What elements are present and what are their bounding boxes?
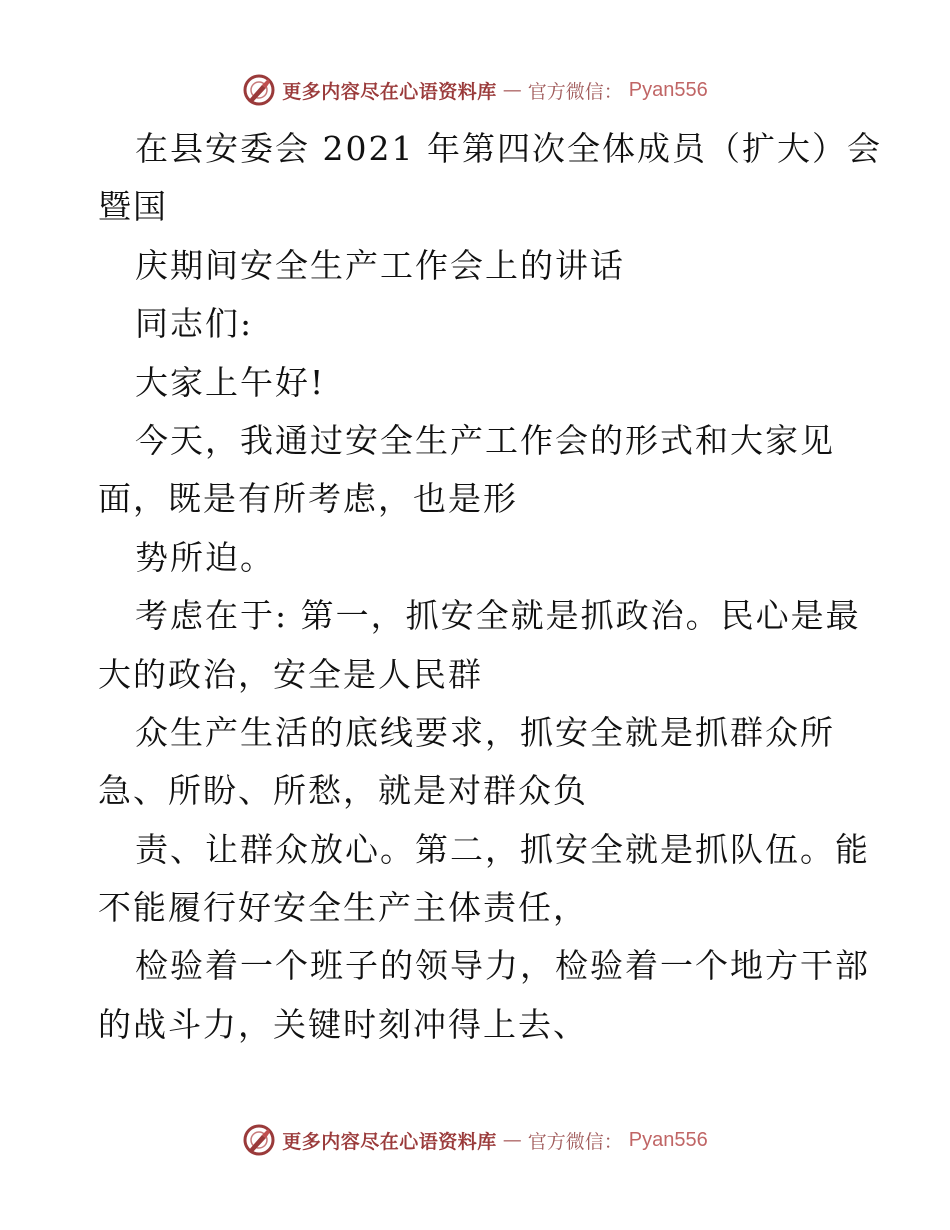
text-line: 检验着一个班子的领导力，检验着一个地方干部: [135, 946, 870, 986]
text-line: 众生产生活的底线要求，抓安全就是抓群众所: [135, 712, 835, 752]
watermark-separator: —: [502, 79, 522, 101]
text-line: 在县安委会 2021 年第四次全体成员（扩大）会: [135, 129, 882, 168]
text-line: 暨国: [98, 187, 168, 227]
watermark-label: 官方微信：: [527, 1130, 623, 1153]
watermark-label: 官方微信：: [527, 80, 623, 103]
text-line: 今天，我通过安全生产工作会的形式和大家见: [135, 420, 835, 460]
text-line: 不能履行好安全生产主体责任，: [98, 888, 588, 928]
text-line: 同志们:: [135, 304, 254, 344]
text-line: 大的政治，安全是人民群: [98, 654, 483, 694]
text-line: 考虑在于: 第一，抓安全就是抓政治。民心是最: [135, 596, 861, 636]
pen-logo-icon: [242, 1123, 276, 1157]
footer-watermark: [0, 1120, 950, 1160]
header-watermark: [0, 70, 950, 110]
watermark-wechat-id: Pyan556: [628, 1128, 708, 1151]
text-line: 责、让群众放心。第二，抓安全就是抓队伍。能: [135, 829, 870, 869]
text-line: 急、所盼、所愁，就是对群众负: [98, 771, 588, 811]
text-line: 庆期间安全生产工作会上的讲话: [135, 245, 625, 285]
watermark-text: 更多内容尽在心语资料库: [282, 80, 497, 103]
text-line: 的战斗力，关键时刻冲得上去、: [98, 1004, 588, 1044]
text-line: 势所迫。: [135, 537, 275, 577]
watermark-wechat-id: Pyan556: [628, 78, 708, 101]
text-line: 面，既是有所考虑，也是形: [98, 479, 518, 519]
watermark-separator: —: [502, 1129, 522, 1151]
text-line: 大家上午好!: [135, 362, 326, 402]
document-body: [98, 120, 882, 1054]
pen-logo-icon: [242, 73, 276, 107]
watermark-text: 更多内容尽在心语资料库: [282, 1130, 497, 1153]
